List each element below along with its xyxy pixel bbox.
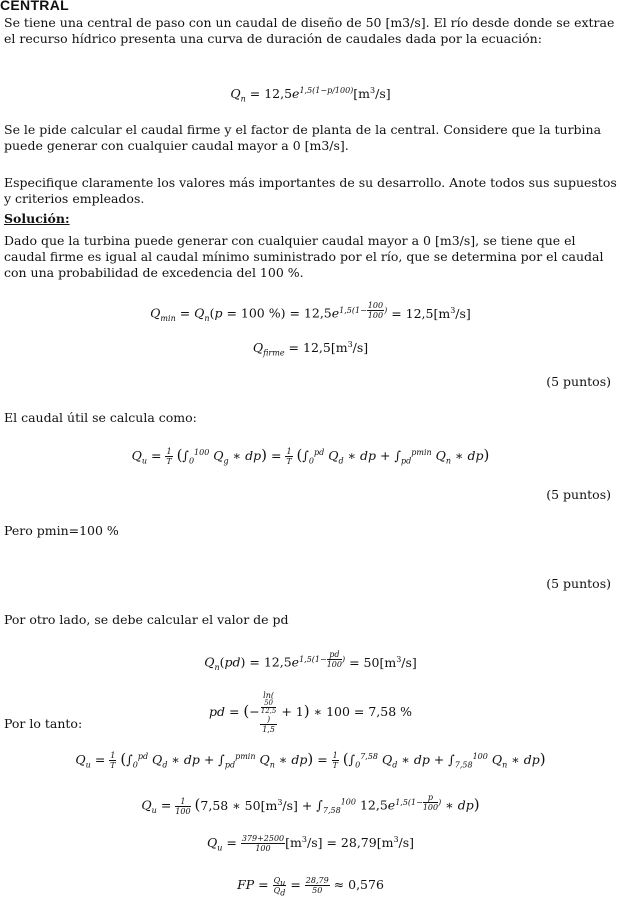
points-label-1: (5 puntos) <box>546 374 611 389</box>
equation-plant-factor: FP = $\frac{Q_u}{Q_d}$ = $\frac{28,79}{50}$ ≈ 0,576 <box>237 876 384 898</box>
equation-qu: $Q_u$ = $\frac{1}{T}$ ($\int_0^{100}$ $Q_g$ ∗ dp) = $\frac{1}{T}$ ($\int_0^{pd}$ $Q_d$ ∗ dp + $\int_{pd}^{pmin}$ $Q_n$ ∗ dp) <box>131 446 490 466</box>
solution-paragraph-5: Por lo tanto: <box>4 716 83 731</box>
solution-paragraph-3: Pero pmin=100 % <box>4 523 119 538</box>
problem-paragraph-3: Especifique claramente los valores más importantes de su desarrollo. Anote todos sus supuestos y criterios empleados. <box>4 175 617 206</box>
problem-paragraph-2: Se le pide calcular el caudal firme y el factor de planta de la central. Considere que la turbina puede generar con cualquier caudal mayor a 0 [m3/s]. <box>4 122 602 153</box>
equation-qmin: $Q_{min} = Q_n(p = 100$ %) = $12,5e^{1,5(1- \frac{100}{100} )} = 12,5[m^3/s]$ <box>150 301 471 324</box>
equation-qn-pd: $Q_n(pd) = 12,5e^{1,5(1- \frac{pd}{100} )} = 50[m^3/s]$ <box>204 650 417 673</box>
equation-qu-3: $Q_u$ = $\frac{1}{100}$ (7,58 ∗ $50[m^3/s] + \int_{7,58}^{100}$ $12,5e^{1,5(1- \frac{p}{100} )}$ ∗ dp) <box>141 793 480 816</box>
solution-heading-wrap <box>4 211 617 227</box>
equation-qfirme: $Q_{firme} = 12,5[m^3/s]$ <box>252 339 369 358</box>
points-label-2: (5 puntos) <box>546 487 611 502</box>
solution-paragraph-4: Por otro lado, se debe calcular el valor de pd <box>4 612 289 627</box>
solution-paragraph-1: Dado que la turbina puede generar con cualquier caudal mayor a 0 [m3/s], se tiene que el caudal firme es igual al caudal mínimo suministrado por el río, que se determina por el caudal con una probabilidad de excedencia del 100 %. <box>4 233 604 280</box>
points-label-3: (5 puntos) <box>546 576 611 591</box>
page-title: CENTRAL <box>0 0 69 13</box>
problem-paragraph-1: Se tiene una central de paso con un caudal de diseño de 50 [m3/s]. El río desde donde se extrae el recurso hídrico presenta una curva de duración de caudales dada por la ecuación: <box>4 15 615 46</box>
equation-qu-2: $Q_u$ = $\frac{1}{T}$ ($\int_0^{pd}$ $Q_d$ ∗ dp + $\int_{pd}^{pmin}$ $Q_n$ ∗ dp) = $\frac{1}{T}$ ($\int_0^{7,58}$ $Q_d$ ∗ dp + $\int_{7,58}^{100}$ $Q_n$ ∗ dp) <box>75 750 546 770</box>
equation-qu-4: $Q_u$ = $\frac{379+2500}{100}$ $[m^3/s] = 28,79[m^3/s]$ <box>206 834 415 853</box>
solution-heading: Solución: <box>4 211 70 226</box>
solution-paragraph-2: El caudal útil se calcula como: <box>4 410 197 425</box>
equation-flow-duration-curve: $Q_n = 12,5e^{1,5(1-p/100)}[m^3/s]$ <box>230 85 391 104</box>
equation-pd: pd = (− ln( 50 12,5 ) 1,5 + 1) ∗ 100 = 7,58 % <box>208 691 413 734</box>
